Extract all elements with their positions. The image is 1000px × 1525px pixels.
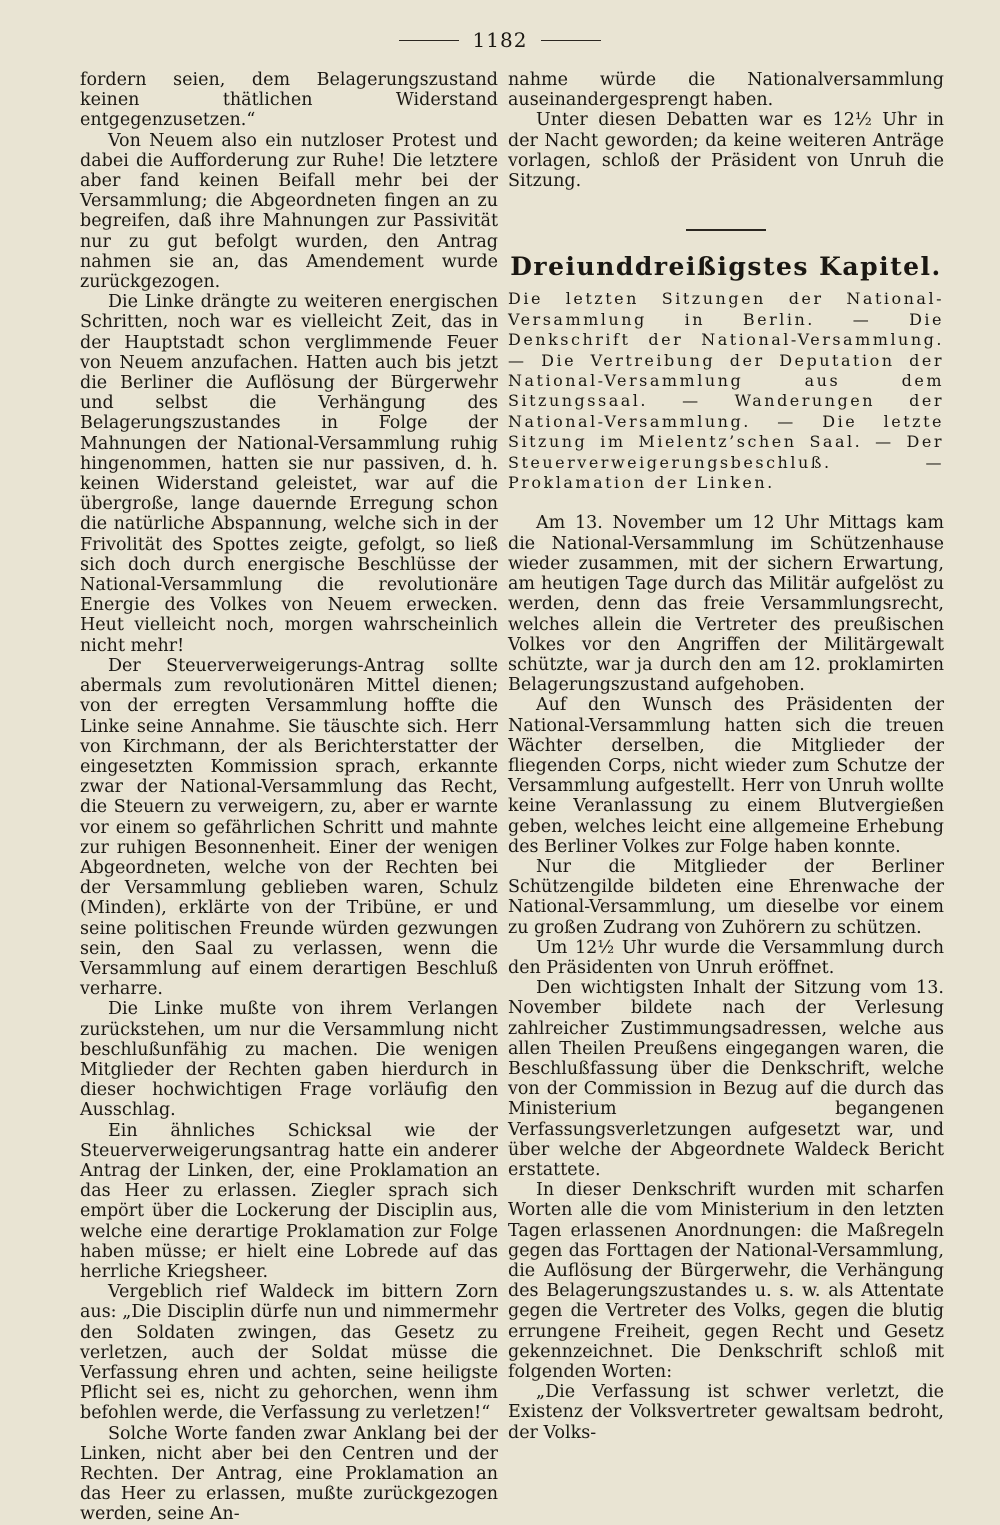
paragraph: Der Steuerverweigerungs-Antrag sollte abermals zum revolutionären Mittel dienen; von der erregten Versammlung hoffte die Linke seine Annahme. Sie täuschte sich. Herr von Kirchmann, der als Berichterstatter der eingesetzten Kommission sprach, erkannte zwar der National-Versammlung das Recht, die Steuern zu verweigern, zu, aber er warnte vor einem so gefährlichen Schritt und mahnte zur ruhigen Besonnenheit. Einer der wenigen Abgeordneten, welche von der Rechten bei der Versammlung geblieben waren, Schulz (Minden), erklärte von der Tribüne, er und seine politischen Freunde würden gezwungen sein, den Saal zu verlassen, wenn die Versammlung auf einem derartigen Beschluß verharre.	[80, 655, 498, 1000]
paragraph: Unter diesen Debatten war es 12½ Uhr in der Nacht geworden; da keine weiteren Anträge vorlagen, schloß der Präsident von Unruh die Sitzung.	[508, 110, 944, 192]
chapter-title: Dreiunddreißigstes Kapitel.	[510, 252, 942, 282]
paragraph: Am 13. November um 12 Uhr Mittags kam die National-Versammlung im Schützenhause wieder zusammen, mit der sichern Erwartung, am heutigen Tage durch das Militär aufgelöst zu werden, denn das freie Versammlungsrecht, welches allein die Vertreter des preußischen Volkes vor den Angriffen der Militärgewalt schützte, war ja durch den am 12. proklamirten Belagerungszustand aufgehoben.	[508, 513, 944, 696]
paragraph: Um 12½ Uhr wurde die Versammlung durch den Präsidenten von Unruh eröffnet.	[508, 937, 944, 978]
header-rule-left	[399, 40, 459, 41]
paragraph: Vergeblich rief Waldeck im bittern Zorn aus: „Die Disciplin dürfe nun und nimmermehr den Soldaten zwingen, das Gesetz zu verletzen, auch der Soldat müsse die Verfassung ehren und achten, seine heiligste Pflicht sei es, nicht zu gehorchen, wenn ihm befohlen werde, die Verfassung zu verletzen!“	[80, 1282, 498, 1424]
paragraph: „Die Verfassung ist schwer verletzt, die Existenz der Volksvertreter gewaltsam bedroht, der Volks-	[508, 1382, 944, 1443]
paragraph: Von Neuem also ein nutzloser Protest und dabei die Aufforderung zur Ruhe! Die letztere aber fand keinen Beifall mehr bei der Versammlung; die Abgeordneten fingen an zu begreifen, daß ihre Mahnungen zur Passivität nur zu gut befolgt wurden, den Antrag nahmen sie an, das Amendement wurde zurückgezogen.	[80, 130, 498, 293]
section-divider	[686, 229, 766, 231]
paragraph: fordern seien, dem Belagerungszustand keinen thätlichen Widerstand entgegenzusetzen.“	[80, 70, 498, 131]
paragraph: Die Linke drängte zu weiteren energischen Schritten, noch war es vielleicht Zeit, das in der Hauptstadt schon verglimmende Feuer von Neuem anzufachen. Hatten auch bis jetzt die Berliner die Auflösung der Bürgerwehr und selbst die Verhängung des Belagerungszustandes in Folge der Mahnungen der National-Versammlung ruhig hingenommen, hatten sie nur passiven, d. h. keinen Widerstand geleistet, war auf die übergroße, lange dauernde Erregung schon die natürliche Abspannung, welche sich in der Frivolität des Spottes zeigte, gefolgt, so ließ sich doch durch energische Beschlüsse der National-Versammlung die revolutionäre Energie des Volkes von Neuem erwecken. Heut vielleicht noch, morgen wahrscheinlich nicht mehr!	[80, 292, 498, 656]
paragraph: Ein ähnliches Schicksal wie der Steuerverweigerungsantrag hatte ein anderer Antrag der Linken, der, eine Proklamation an das Heer zu erlassen. Ziegler sprach sich empört über die Lockerung der Disciplin aus, welche eine derartige Proklamation zur Folge haben müsse; er hielt eine Lobrede auf das herrliche Kriegsheer.	[80, 1120, 498, 1282]
paragraph: nahme würde die Nationalversammlung auseinandergesprengt haben.	[508, 70, 944, 111]
chapter-summary: Die letzten Sitzungen der National-Versammlung in Berlin. — Die Denkschrift der National-Versammlung. — Die Vertreibung der Deputation der National-Versammlung aus dem Sitzungssaal. — Wanderungen der National-Versammlung. — Die letzte Sitzung im Mielentz’schen Saal. — Der Steuerverweigerungsbeschluß. — Proklamation der Linken.	[508, 289, 944, 493]
paragraph: In dieser Denkschrift wurden mit scharfen Worten alle die vom Ministerium in den letzten Tagen erlassenen Anordnungen: die Maßregeln gegen das Forttagen der National-Versammlung, die Auflösung der Bürgerwehr, die Verhängung des Belagerungszustandes u. s. w. als Attentate gegen die Vertreter des Volks, gegen die blutig errungene Freiheit, gegen Recht und Gesetz gekennzeichnet. Die Denkschrift schloß mit folgenden Worten:	[508, 1180, 944, 1383]
paragraph: Solche Worte fanden zwar Anklang bei der Linken, nicht aber bei den Centren und der Rechten. Der Antrag, eine Proklamation an das Heer zu erlassen, mußte zurückgezogen werden, seine An-	[80, 1423, 498, 1525]
paragraph: Die Linke mußte von ihrem Verlangen zurückstehen, um nur die Versammlung nicht beschlußunfähig zu machen. Die wenigen Mitglieder der Rechten gaben hierdurch in dieser hochwichtigen Frage vorläufig den Ausschlag.	[80, 999, 498, 1121]
paragraph: Nur die Mitglieder der Berliner Schützengilde bildeten eine Ehrenwache der National-Versammlung, um dieselbe vor einem zu großen Zudrang von Zuhörern zu schützen.	[508, 856, 944, 938]
page-number: 1182	[472, 28, 528, 52]
header-rule-right	[541, 40, 601, 41]
paragraph: Den wichtigsten Inhalt der Sitzung vom 13. November bildete nach der Verlesung zahlreicher Zustimmungsadressen, welche aus allen Theilen Preußens eingegangen waren, die Beschlußfassung über die Denkschrift, welche von der Commission in Bezug auf die durch das Ministerium begangenen Verfassungsverletzungen aufgesetzt war, und über welche der Abgeordnete Waldeck Bericht erstattete.	[508, 978, 944, 1180]
right-column	[508, 70, 944, 1443]
left-column	[80, 70, 498, 1525]
page-number-header	[0, 28, 1000, 52]
paragraph: Auf den Wunsch des Präsidenten der National-Versammlung hatten sich die treuen Wächter derselben, die Mitglieder der fliegenden Corps, nicht wieder zum Schutze der Versammlung aufgestellt. Herr von Unruh wollte keine Veranlassung zu einem Blutvergießen geben, welches leicht eine allgemeine Erhebung des Berliner Volkes zur Folge haben konnte.	[508, 695, 944, 857]
